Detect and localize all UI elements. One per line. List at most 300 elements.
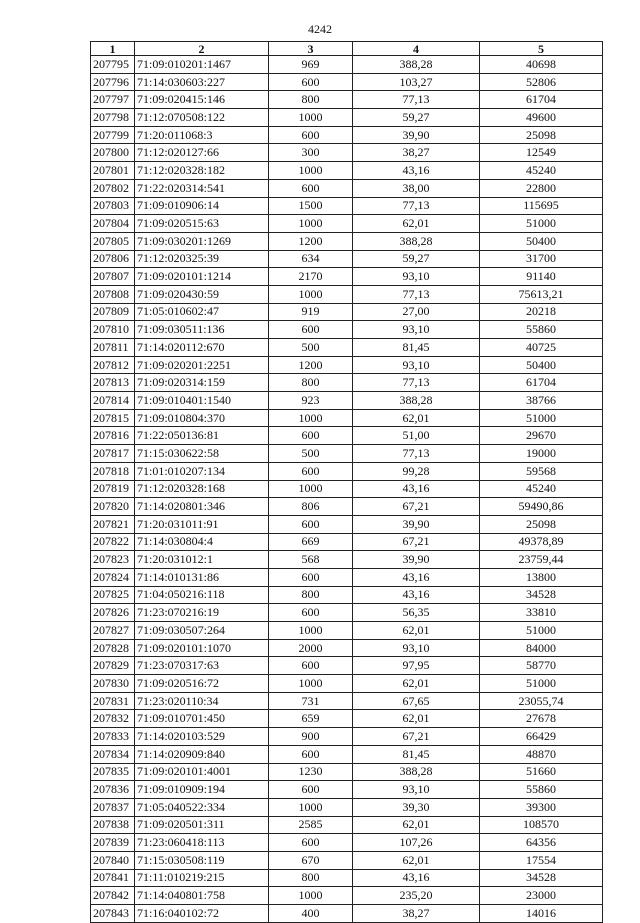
row-number-cell: 207837 [91, 798, 135, 816]
value-cell: 29670 [480, 427, 603, 445]
row-number-cell: 207807 [91, 268, 135, 286]
row-number-cell: 207809 [91, 303, 135, 321]
area-cell: 600 [269, 321, 353, 339]
rate-cell: 43,16 [353, 162, 480, 180]
area-cell: 1000 [269, 409, 353, 427]
rate-cell: 59,27 [353, 109, 480, 127]
value-cell: 40725 [480, 339, 603, 357]
rate-cell: 27,00 [353, 303, 480, 321]
value-cell: 23055,74 [480, 692, 603, 710]
area-cell: 800 [269, 586, 353, 604]
rate-cell: 62,01 [353, 409, 480, 427]
rate-cell: 107,26 [353, 834, 480, 852]
value-cell: 91140 [480, 268, 603, 286]
value-cell: 12549 [480, 144, 603, 162]
rate-cell: 99,28 [353, 462, 480, 480]
row-number-cell: 207843 [91, 905, 135, 923]
cadastral-number-cell: 71:22:050136:81 [135, 427, 269, 445]
table-row [91, 551, 603, 569]
area-cell: 800 [269, 374, 353, 392]
rate-cell: 97,95 [353, 657, 480, 675]
value-cell: 58770 [480, 657, 603, 675]
cadastral-number-cell: 71:09:020516:72 [135, 675, 269, 693]
row-number-cell: 207842 [91, 887, 135, 905]
rate-cell: 39,90 [353, 515, 480, 533]
value-cell: 39300 [480, 798, 603, 816]
cadastral-number-cell: 71:09:030201:1269 [135, 232, 269, 250]
table-row [91, 374, 603, 392]
rate-cell: 39,30 [353, 798, 480, 816]
row-number-cell: 207836 [91, 781, 135, 799]
table-row [91, 639, 603, 657]
area-cell: 659 [269, 710, 353, 728]
area-cell: 2000 [269, 639, 353, 657]
table-row [91, 162, 603, 180]
value-cell: 25098 [480, 515, 603, 533]
rate-cell: 77,13 [353, 445, 480, 463]
value-cell: 55860 [480, 321, 603, 339]
table-row [91, 586, 603, 604]
row-number-cell: 207803 [91, 197, 135, 215]
rate-cell: 388,28 [353, 56, 480, 74]
area-cell: 634 [269, 250, 353, 268]
area-cell: 2585 [269, 816, 353, 834]
row-number-cell: 207841 [91, 869, 135, 887]
area-cell: 969 [269, 56, 353, 74]
rate-cell: 43,16 [353, 586, 480, 604]
area-cell: 300 [269, 144, 353, 162]
table-row [91, 834, 603, 852]
value-cell: 50400 [480, 356, 603, 374]
row-number-cell: 207808 [91, 285, 135, 303]
area-cell: 800 [269, 869, 353, 887]
value-cell: 51000 [480, 622, 603, 640]
area-cell: 1000 [269, 162, 353, 180]
table-row [91, 197, 603, 215]
rate-cell: 38,27 [353, 144, 480, 162]
value-cell: 50400 [480, 232, 603, 250]
cadastral-number-cell: 71:09:020201:2251 [135, 356, 269, 374]
cadastral-number-cell: 71:01:010207:134 [135, 462, 269, 480]
cadastral-number-cell: 71:09:020415:146 [135, 91, 269, 109]
cadastral-number-cell: 71:09:030511:136 [135, 321, 269, 339]
area-cell: 669 [269, 533, 353, 551]
rate-cell: 81,45 [353, 339, 480, 357]
area-cell: 600 [269, 745, 353, 763]
rate-cell: 51,00 [353, 427, 480, 445]
row-number-cell: 207806 [91, 250, 135, 268]
rate-cell: 38,27 [353, 905, 480, 923]
table-row [91, 356, 603, 374]
table-row [91, 568, 603, 586]
row-number-cell: 207826 [91, 604, 135, 622]
table-row [91, 445, 603, 463]
rate-cell: 93,10 [353, 781, 480, 799]
value-cell: 38766 [480, 392, 603, 410]
value-cell: 23759,44 [480, 551, 603, 569]
row-number-cell: 207830 [91, 675, 135, 693]
value-cell: 84000 [480, 639, 603, 657]
table-row [91, 409, 603, 427]
row-number-cell: 207798 [91, 109, 135, 127]
cadastral-number-cell: 71:14:020112:670 [135, 339, 269, 357]
row-number-cell: 207814 [91, 392, 135, 410]
cadastral-number-cell: 71:09:010804:370 [135, 409, 269, 427]
row-number-cell: 207828 [91, 639, 135, 657]
cadastral-number-cell: 71:23:070317:63 [135, 657, 269, 675]
area-cell: 923 [269, 392, 353, 410]
row-number-cell: 207820 [91, 498, 135, 516]
area-cell: 500 [269, 445, 353, 463]
rate-cell: 77,13 [353, 197, 480, 215]
cadastral-number-cell: 71:09:020101:1070 [135, 639, 269, 657]
row-number-cell: 207817 [91, 445, 135, 463]
value-cell: 25098 [480, 126, 603, 144]
area-cell: 600 [269, 427, 353, 445]
value-cell: 66429 [480, 728, 603, 746]
row-number-cell: 207804 [91, 215, 135, 233]
table-row [91, 73, 603, 91]
value-cell: 22800 [480, 179, 603, 197]
table-row [91, 533, 603, 551]
value-cell: 48870 [480, 745, 603, 763]
table-row [91, 851, 603, 869]
row-number-cell: 207800 [91, 144, 135, 162]
cadastral-number-cell: 71:09:020101:4001 [135, 763, 269, 781]
area-cell: 600 [269, 515, 353, 533]
rate-cell: 39,90 [353, 126, 480, 144]
rate-cell: 81,45 [353, 745, 480, 763]
cadastral-number-cell: 71:23:020110:34 [135, 692, 269, 710]
cadastral-number-cell: 71:20:031011:91 [135, 515, 269, 533]
row-number-cell: 207799 [91, 126, 135, 144]
row-number-cell: 207795 [91, 56, 135, 74]
table-header [91, 42, 603, 56]
table-row [91, 232, 603, 250]
row-number-cell: 207797 [91, 91, 135, 109]
rate-cell: 388,28 [353, 392, 480, 410]
cadastral-number-cell: 71:14:030804:4 [135, 533, 269, 551]
table-row [91, 321, 603, 339]
value-cell: 34528 [480, 869, 603, 887]
table-row [91, 250, 603, 268]
area-cell: 1000 [269, 622, 353, 640]
cadastral-number-cell: 71:15:030508:119 [135, 851, 269, 869]
value-cell: 51660 [480, 763, 603, 781]
cadastral-number-cell: 71:23:070216:19 [135, 604, 269, 622]
cadastral-number-cell: 71:20:011068:3 [135, 126, 269, 144]
table-row [91, 710, 603, 728]
rate-cell: 67,21 [353, 533, 480, 551]
area-cell: 600 [269, 73, 353, 91]
area-cell: 600 [269, 568, 353, 586]
row-number-cell: 207823 [91, 551, 135, 569]
area-cell: 1000 [269, 285, 353, 303]
rate-cell: 93,10 [353, 356, 480, 374]
table-row [91, 91, 603, 109]
column-header-2: 2 [135, 42, 269, 56]
value-cell: 51000 [480, 409, 603, 427]
row-number-cell: 207835 [91, 763, 135, 781]
cadastral-number-cell: 71:12:020127:66 [135, 144, 269, 162]
area-cell: 1500 [269, 197, 353, 215]
area-cell: 600 [269, 126, 353, 144]
row-number-cell: 207834 [91, 745, 135, 763]
row-number-cell: 207824 [91, 568, 135, 586]
area-cell: 1000 [269, 480, 353, 498]
row-number-cell: 207822 [91, 533, 135, 551]
value-cell: 23000 [480, 887, 603, 905]
row-number-cell: 207840 [91, 851, 135, 869]
table-row [91, 887, 603, 905]
table-row [91, 144, 603, 162]
rate-cell: 93,10 [353, 321, 480, 339]
cadastral-number-cell: 71:20:031012:1 [135, 551, 269, 569]
table-row [91, 462, 603, 480]
cadastral-number-cell: 71:14:020103:529 [135, 728, 269, 746]
column-header-1: 1 [91, 42, 135, 56]
row-number-cell: 207819 [91, 480, 135, 498]
cadastral-number-cell: 71:05:010602:47 [135, 303, 269, 321]
area-cell: 600 [269, 604, 353, 622]
row-number-cell: 207827 [91, 622, 135, 640]
table-row [91, 268, 603, 286]
column-header-3: 3 [269, 42, 353, 56]
cadastral-number-cell: 71:15:030622:58 [135, 445, 269, 463]
area-cell: 2170 [269, 268, 353, 286]
row-number-cell: 207813 [91, 374, 135, 392]
cadastral-number-cell: 71:09:020515:63 [135, 215, 269, 233]
area-cell: 900 [269, 728, 353, 746]
area-cell: 500 [269, 339, 353, 357]
cadastral-number-cell: 71:14:040801:758 [135, 887, 269, 905]
table-row [91, 816, 603, 834]
table-row [91, 56, 603, 74]
cadastral-number-cell: 71:23:060418:113 [135, 834, 269, 852]
row-number-cell: 207818 [91, 462, 135, 480]
area-cell: 731 [269, 692, 353, 710]
value-cell: 19000 [480, 445, 603, 463]
value-cell: 115695 [480, 197, 603, 215]
table-row [91, 179, 603, 197]
area-cell: 1000 [269, 798, 353, 816]
table-row [91, 392, 603, 410]
table-row [91, 109, 603, 127]
rate-cell: 62,01 [353, 215, 480, 233]
row-number-cell: 207833 [91, 728, 135, 746]
cadastral-number-cell: 71:14:020909:840 [135, 745, 269, 763]
cadastral-number-cell: 71:09:010701:450 [135, 710, 269, 728]
row-number-cell: 207796 [91, 73, 135, 91]
cadastral-number-cell: 71:12:020328:182 [135, 162, 269, 180]
value-cell: 64356 [480, 834, 603, 852]
row-number-cell: 207832 [91, 710, 135, 728]
row-number-cell: 207821 [91, 515, 135, 533]
table-row [91, 515, 603, 533]
area-cell: 1000 [269, 887, 353, 905]
area-cell: 600 [269, 179, 353, 197]
cadastral-number-cell: 71:11:010219:215 [135, 869, 269, 887]
area-cell: 1200 [269, 356, 353, 374]
area-cell: 1000 [269, 215, 353, 233]
value-cell: 45240 [480, 162, 603, 180]
value-cell: 17554 [480, 851, 603, 869]
rate-cell: 388,28 [353, 763, 480, 781]
value-cell: 45240 [480, 480, 603, 498]
cadastral-number-cell: 71:16:040102:72 [135, 905, 269, 923]
cadastral-number-cell: 71:09:020501:311 [135, 816, 269, 834]
rate-cell: 59,27 [353, 250, 480, 268]
value-cell: 33810 [480, 604, 603, 622]
column-header-5: 5 [480, 42, 603, 56]
rate-cell: 77,13 [353, 374, 480, 392]
row-number-cell: 207810 [91, 321, 135, 339]
rate-cell: 67,65 [353, 692, 480, 710]
cadastral-number-cell: 71:09:010909:194 [135, 781, 269, 799]
row-number-cell: 207838 [91, 816, 135, 834]
row-number-cell: 207811 [91, 339, 135, 357]
table-row [91, 622, 603, 640]
area-cell: 568 [269, 551, 353, 569]
rate-cell: 77,13 [353, 91, 480, 109]
area-cell: 1000 [269, 675, 353, 693]
cadastral-number-cell: 71:09:020314:159 [135, 374, 269, 392]
area-cell: 600 [269, 834, 353, 852]
rate-cell: 62,01 [353, 675, 480, 693]
rate-cell: 43,16 [353, 568, 480, 586]
registry-table [90, 41, 603, 923]
cadastral-number-cell: 71:09:020101:1214 [135, 268, 269, 286]
rate-cell: 39,90 [353, 551, 480, 569]
column-header-4: 4 [353, 42, 480, 56]
rate-cell: 103,27 [353, 73, 480, 91]
rate-cell: 77,13 [353, 285, 480, 303]
cadastral-number-cell: 71:14:010131:86 [135, 568, 269, 586]
table-row [91, 692, 603, 710]
row-number-cell: 207825 [91, 586, 135, 604]
value-cell: 51000 [480, 215, 603, 233]
rate-cell: 43,16 [353, 869, 480, 887]
table-row [91, 905, 603, 923]
value-cell: 27678 [480, 710, 603, 728]
table-row [91, 869, 603, 887]
value-cell: 61704 [480, 91, 603, 109]
table-row [91, 604, 603, 622]
value-cell: 55860 [480, 781, 603, 799]
rate-cell: 67,21 [353, 498, 480, 516]
table-row [91, 675, 603, 693]
value-cell: 34528 [480, 586, 603, 604]
page-number: 4242 [308, 22, 332, 36]
row-number-cell: 207839 [91, 834, 135, 852]
value-cell: 40698 [480, 56, 603, 74]
value-cell: 13800 [480, 568, 603, 586]
rate-cell: 62,01 [353, 851, 480, 869]
cadastral-number-cell: 71:09:010201:1467 [135, 56, 269, 74]
value-cell: 31700 [480, 250, 603, 268]
row-number-cell: 207805 [91, 232, 135, 250]
table-row [91, 728, 603, 746]
area-cell: 800 [269, 91, 353, 109]
value-cell: 75613,21 [480, 285, 603, 303]
rate-cell: 43,16 [353, 480, 480, 498]
rate-cell: 235,20 [353, 887, 480, 905]
area-cell: 600 [269, 781, 353, 799]
rate-cell: 62,01 [353, 622, 480, 640]
row-number-cell: 207829 [91, 657, 135, 675]
area-cell: 600 [269, 462, 353, 480]
rate-cell: 62,01 [353, 816, 480, 834]
rate-cell: 93,10 [353, 268, 480, 286]
value-cell: 20218 [480, 303, 603, 321]
cadastral-number-cell: 71:05:040522:334 [135, 798, 269, 816]
cadastral-number-cell: 71:09:020430:59 [135, 285, 269, 303]
rate-cell: 67,21 [353, 728, 480, 746]
table-row [91, 781, 603, 799]
area-cell: 400 [269, 905, 353, 923]
row-number-cell: 207812 [91, 356, 135, 374]
cadastral-number-cell: 71:04:050216:118 [135, 586, 269, 604]
value-cell: 14016 [480, 905, 603, 923]
table-row [91, 285, 603, 303]
cadastral-number-cell: 71:14:030603:227 [135, 73, 269, 91]
value-cell: 59490,86 [480, 498, 603, 516]
table-row [91, 303, 603, 321]
table-row [91, 339, 603, 357]
table-row [91, 798, 603, 816]
rate-cell: 62,01 [353, 710, 480, 728]
rate-cell: 388,28 [353, 232, 480, 250]
cadastral-number-cell: 71:12:020328:168 [135, 480, 269, 498]
row-number-cell: 207802 [91, 179, 135, 197]
table-row [91, 498, 603, 516]
value-cell: 49378,89 [480, 533, 603, 551]
cadastral-number-cell: 71:12:020325:39 [135, 250, 269, 268]
table-row [91, 126, 603, 144]
table-row [91, 480, 603, 498]
table-row [91, 657, 603, 675]
table-row [91, 745, 603, 763]
area-cell: 1000 [269, 109, 353, 127]
cadastral-number-cell: 71:22:020314:541 [135, 179, 269, 197]
rate-cell: 56,35 [353, 604, 480, 622]
cadastral-number-cell: 71:09:030507:264 [135, 622, 269, 640]
rate-cell: 38,00 [353, 179, 480, 197]
cadastral-number-cell: 71:09:010401:1540 [135, 392, 269, 410]
row-number-cell: 207816 [91, 427, 135, 445]
row-number-cell: 207831 [91, 692, 135, 710]
value-cell: 61704 [480, 374, 603, 392]
value-cell: 108570 [480, 816, 603, 834]
area-cell: 1230 [269, 763, 353, 781]
area-cell: 1200 [269, 232, 353, 250]
area-cell: 670 [269, 851, 353, 869]
area-cell: 919 [269, 303, 353, 321]
table-row [91, 215, 603, 233]
header-row [91, 42, 603, 56]
table-row [91, 763, 603, 781]
table-row [91, 427, 603, 445]
value-cell: 51000 [480, 675, 603, 693]
cadastral-number-cell: 71:14:020801:346 [135, 498, 269, 516]
area-cell: 806 [269, 498, 353, 516]
table-body [91, 56, 603, 923]
row-number-cell: 207815 [91, 409, 135, 427]
cadastral-number-cell: 71:09:010906:14 [135, 197, 269, 215]
value-cell: 59568 [480, 462, 603, 480]
row-number-cell: 207801 [91, 162, 135, 180]
value-cell: 49600 [480, 109, 603, 127]
